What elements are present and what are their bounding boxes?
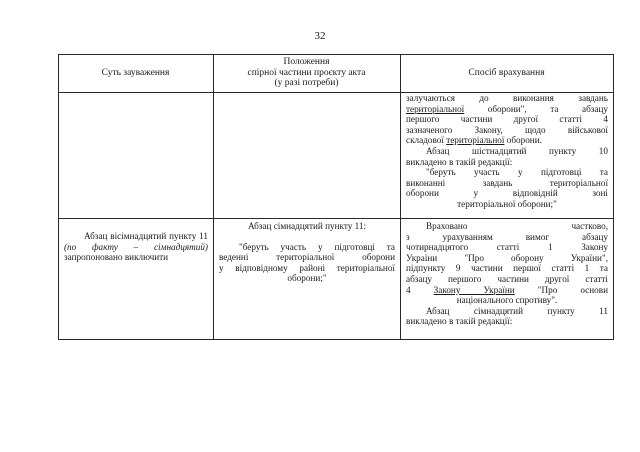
header-col2-line3: (у разі потреби) <box>274 78 339 88</box>
row2-underlined-term: Закону України <box>433 284 515 295</box>
row1-line: територіальної оборони;" <box>457 198 557 209</box>
row2-provision-line: оборони;" <box>287 273 327 284</box>
row2-method-line: чотирнадцятого статті 1 Закону <box>406 242 608 253</box>
row1-line: першого частини другої статті 4 <box>406 114 608 125</box>
header-col-method: Спосіб врахування <box>468 68 545 78</box>
row1-underlined-term: територіальної <box>406 103 465 114</box>
row2-method-line: Абзац сімнадцятий пункту 11 <box>426 305 608 316</box>
row2-provision-line: у відповідному районі територіальної <box>219 262 395 273</box>
row2-remark-italic: (по факту – сімнадцятий) <box>64 241 208 252</box>
row2-method-line: національного спротиву". <box>456 295 558 306</box>
row2-method-line: з урахуванням вимог абзацу <box>406 231 608 242</box>
row1-line <box>406 104 608 115</box>
row2-method-line: підпункту 9 частини першої статті 1 та <box>406 263 608 274</box>
row2-text: "Про основи <box>514 284 609 295</box>
table-left-border <box>58 54 59 340</box>
row2-remark-line: Абзац вісімнадцятий пункту 11 <box>84 231 208 241</box>
row1-underlined-term: територіальної <box>446 135 505 146</box>
header-col-provision <box>213 57 400 89</box>
row2-provision-line: "беруть участь у підготовці та <box>239 241 395 252</box>
row1-text: оборони. <box>504 135 542 146</box>
table-top-border <box>58 54 614 55</box>
row2-remark-line <box>64 242 208 253</box>
column-divider-1 <box>213 54 214 340</box>
row2-method-cell <box>406 221 608 327</box>
column-divider-2 <box>400 54 401 340</box>
row1-text: складової <box>406 135 447 146</box>
header-col-remark: Суть зауваження <box>101 68 170 78</box>
row1-bottom-border <box>58 218 614 219</box>
row1-method-cell <box>406 93 608 210</box>
row2-method-line: України "Про оборону України", <box>406 252 608 263</box>
row1-line: оборони у відповідній зоні <box>406 188 608 199</box>
table-bottom-border <box>58 339 614 340</box>
row1-text: оборони", та абзацу <box>464 103 608 114</box>
page-number: 32 <box>314 30 326 42</box>
header-col2-line1: Положення <box>283 57 330 67</box>
row1-line: Абзац шістнадцятий пункту 10 <box>426 145 608 156</box>
table-right-border <box>613 54 614 340</box>
row2-provision-line: Абзац сімнадцятий пункту 11: <box>247 221 367 231</box>
row2-method-line <box>406 285 608 296</box>
row1-line: зазначеного Закону, щодо військової <box>406 124 608 135</box>
row2-provision-line: веденні територіальної оборони <box>219 252 395 263</box>
row1-line: залучаються до виконання завдань <box>406 93 608 103</box>
row2-method-line: викладено в такій редакції: <box>406 316 513 327</box>
row2-remark-line: запропоновано виключити <box>64 252 169 263</box>
row2-provision-cell <box>219 221 395 284</box>
row1-line: викладено в такій редакції: <box>406 156 513 167</box>
row2-provision-spacer <box>219 232 395 242</box>
row2-text: 4 <box>406 284 434 295</box>
row1-line: виконанні завдань територіальної <box>406 177 608 188</box>
row1-line: "беруть участь у підготовці та <box>426 167 608 178</box>
row2-remark-cell <box>64 231 208 263</box>
row2-method-line: абзацу першого частини другої статті <box>406 273 608 284</box>
header-col2-line2: спірної частини проєкту акта <box>247 67 366 78</box>
row1-line <box>406 135 608 146</box>
row2-method-line: Враховано частково, <box>426 221 608 231</box>
